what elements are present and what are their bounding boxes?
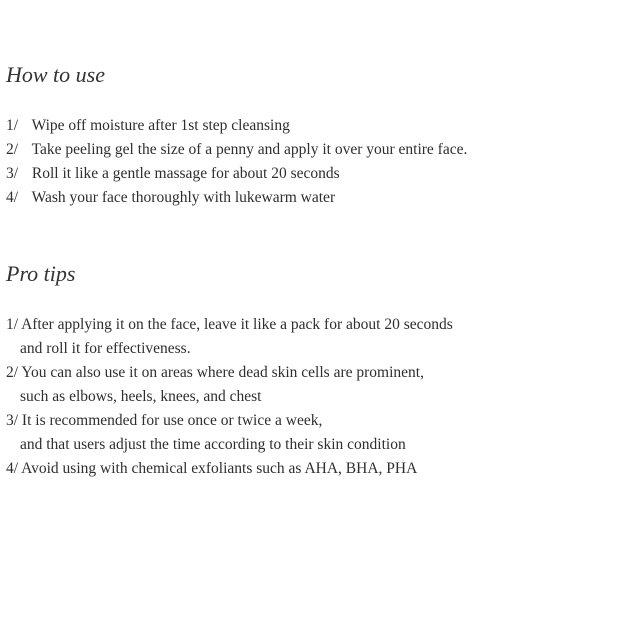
step-text: Wipe off moisture after 1st step cleansing — [31, 117, 290, 134]
how-to-use-steps — [6, 114, 467, 210]
tip-line-continued: and roll it for effectiveness. — [20, 340, 191, 357]
tip-line: 4/ Avoid using with chemical exfoliants such as AHA, BHA, PHA — [6, 460, 418, 477]
step-number: 4/ — [6, 189, 19, 206]
step-text: Wash your face thoroughly with lukewarm water — [31, 189, 336, 206]
tip-item — [6, 313, 453, 361]
step-item — [6, 162, 467, 186]
step-item — [6, 186, 467, 210]
tip-line: 2/ You can also use it on areas where dead skin cells are prominent, — [6, 364, 424, 381]
step-number: 3/ — [6, 165, 19, 182]
step-text: Roll it like a gentle massage for about 20 seconds — [31, 165, 340, 182]
tip-line-continued: and that users adjust the time according to their skin condition — [20, 436, 406, 453]
pro-tips-title: Pro tips — [6, 261, 76, 286]
step-number: 2/ — [6, 141, 19, 158]
step-text: Take peeling gel the size of a penny and apply it over your entire face. — [31, 141, 468, 158]
step-number: 1/ — [6, 117, 19, 134]
step-item — [6, 114, 467, 138]
tip-line: 3/ It is recommended for use once or twice a week, — [6, 412, 323, 429]
step-item — [6, 138, 467, 162]
tip-line-continued: such as elbows, heels, knees, and chest — [20, 388, 262, 405]
how-to-use-title: How to use — [6, 62, 105, 87]
tip-line: 1/ After applying it on the face, leave it like a pack for about 20 seconds — [6, 316, 453, 333]
tip-item — [6, 409, 453, 457]
pro-tips-list — [6, 313, 453, 481]
tip-item — [6, 361, 453, 409]
tip-item — [6, 457, 453, 481]
